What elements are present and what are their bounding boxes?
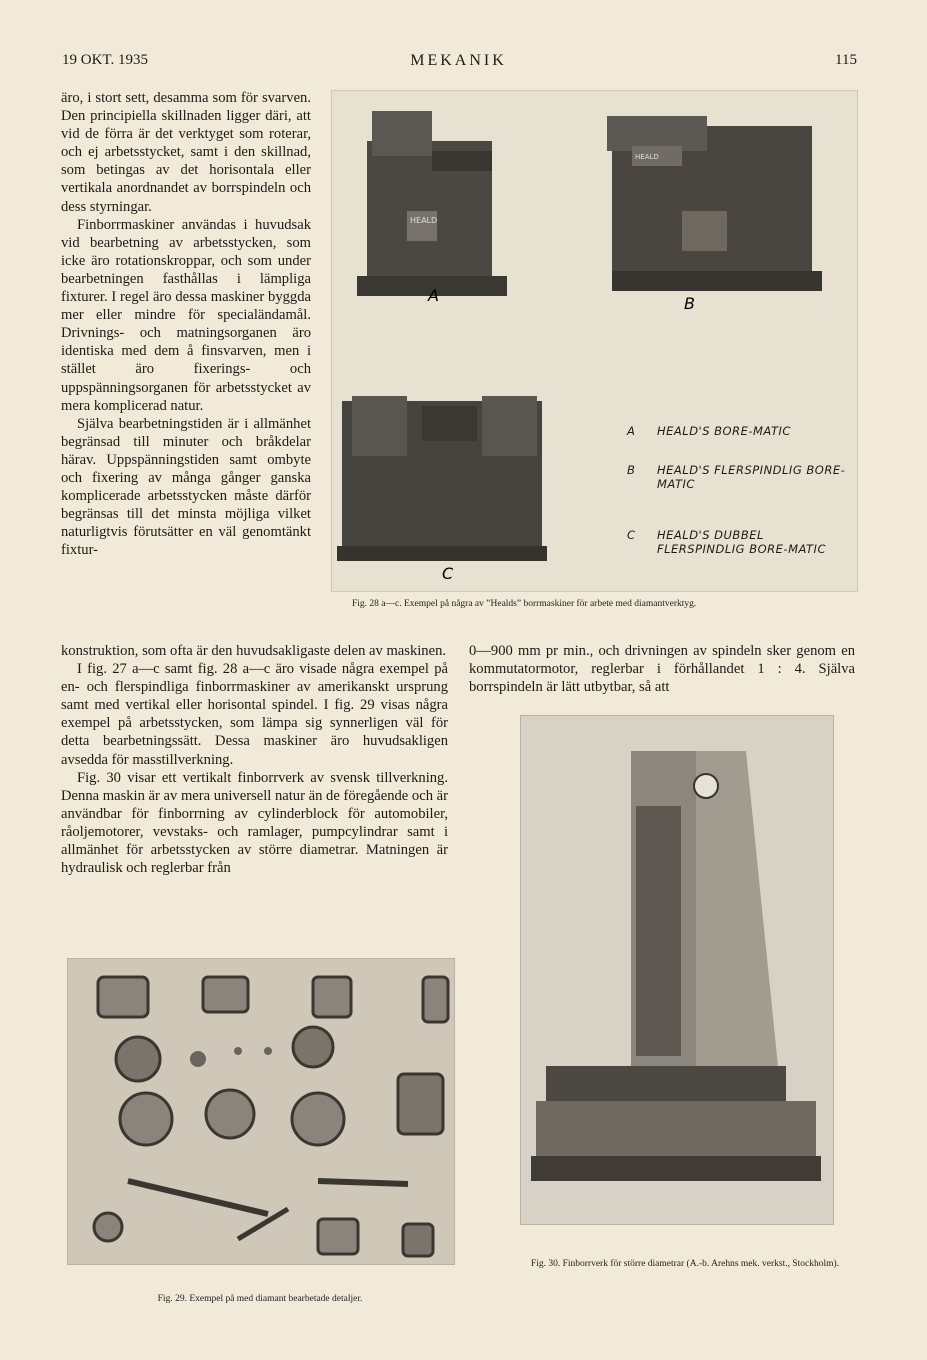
svg-text:HEALD: HEALD: [410, 216, 438, 225]
legend-key-c: C: [627, 528, 636, 542]
legend-text-b: HEALD'S FLERSPINDLIG BORE-MATIC: [657, 463, 846, 491]
paragraph: 0—900 mm pr min., och drivningen av spindeln sker genom en kommutatormotor, reglerbar i förhållandet 1 : 4. Själva borrspindeln är lätt utbytbar, så att: [469, 643, 855, 696]
legend-text-c: HEALD'S DUBBEL FLERSPINDLIG BORE-MATIC: [657, 528, 826, 556]
paragraph: Finborrmaskiner användas i huvudsak vid bearbetning av arbetsstycken, som icke äro rotationskroppar, och som under bearbetningen fasthållas i lämpliga fixturer. I regel äro dessa maskiner byggda mer eller mindre för specialändamål. Drivnings- och matningsorganen äro identiska med dem å finsvarven, men i stället äro fixerings- och uppspänningsorganen för arbetsstycket av mera komplicerad natur.: [61, 216, 311, 414]
label-b: B: [684, 294, 695, 313]
legend-key-b: B: [627, 463, 636, 477]
paragraph: Fig. 30 visar ett vertikalt finborrverk av svensk tillverkning. Denna maskin är av mera universell natur än de föregående och är användbar för finborrning av cylinderblock för automobiler, råoljemotorer, vevstaks- och ramlager, pumpcylindrar samt i allmänhet för arbetsstycken av större diametrar. Matningen är hydraulisk och reglerbar från: [61, 769, 448, 877]
legend-text-a: HEALD'S BORE-MATIC: [657, 424, 791, 438]
figure-29-caption: Fig. 29. Exempel på med diamant bearbetade detaljer.: [157, 1294, 363, 1304]
paragraph: äro, i stort sett, desamma som för svarven. Den principiella skillnaden ligger däri, att vid de förra är det verktyget som roterar, och ej arbetsstycket, samt i den skillnad, som betingas av det horisontala eller vertikala anordnandet av borrspindeln och dess styrningar.: [61, 90, 311, 215]
legend-key-a: A: [627, 424, 636, 438]
left-column-continued: [61, 642, 448, 877]
machine-a-icon: [357, 111, 507, 296]
figure-30-photo: [520, 715, 834, 1225]
paragraph: konstruktion, som ofta är den huvudsakligaste delen av maskinen.: [61, 643, 447, 659]
svg-text:HEALD: HEALD: [635, 153, 659, 161]
figure-30-caption: Fig. 30. Finborrverk för större diametrar (A.-b. Arehns mek. verkst., Stockholm).: [530, 1259, 840, 1269]
header-journal-title: MEKANIK: [410, 52, 507, 69]
right-column-text: [469, 642, 855, 696]
figure-28-photo: [331, 90, 858, 592]
figure-28-illustration: [332, 91, 857, 591]
page-header: [60, 52, 857, 74]
paragraph: Själva bearbetningstiden är i allmänhet begränsad till minuter och bråkdelar härav. Uppspänningstiden samt ombyte och fixering av många gånger ganska komplicerade arbetsstycken måste därför begränsas till det minsta möjliga vilket naturligtvis förutsätter en väl genomtänkt fixtur-: [61, 415, 311, 559]
figure-30-machine-icon: [521, 716, 833, 1224]
machine-b-icon: [607, 116, 822, 291]
figure-29-parts-icon: [68, 959, 454, 1264]
figure-28-caption: Fig. 28 a—c. Exempel på några av ”Healds” borrmaskiner för arbete med diamantverktyg.: [352, 599, 697, 609]
label-a: A: [428, 286, 439, 305]
left-column-top: [61, 89, 311, 559]
paragraph: I fig. 27 a—c samt fig. 28 a—c äro visade några exempel på en- och flerspindliga finborrmaskiner av amerikanskt ursprung samt med vertikal eller horisontal spindel. I fig. 29 visas några exempel på arbetsstycken, som lämpa sig synnerligen väl för detta bearbetningssätt. Dessa maskiner äro huvudsakligen avsedda för masstillverkning.: [61, 661, 448, 768]
figure-29-photo: [67, 958, 455, 1265]
label-c: C: [442, 564, 454, 583]
machine-c-icon: [337, 396, 547, 561]
header-page-number: 115: [835, 52, 857, 68]
header-date: 19 OKT. 1935: [62, 52, 148, 68]
